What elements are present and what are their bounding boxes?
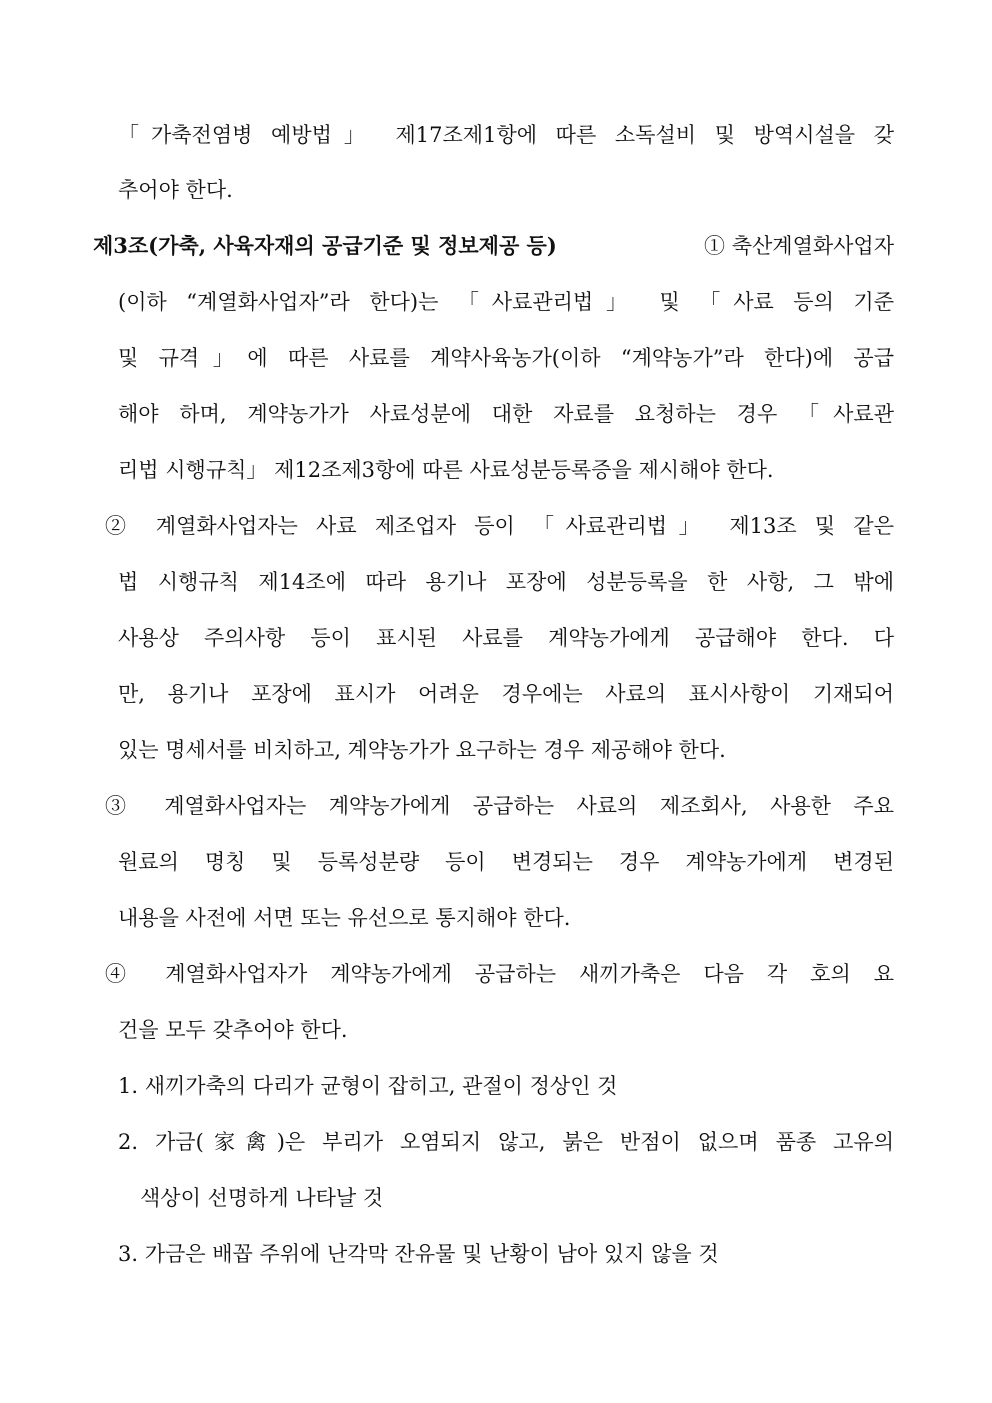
text-line: 원료의 명칭 및 등록성분량 등이 변경되는 경우 계약농가에게 변경된 (118, 850, 894, 874)
item-1-line: 1. 새끼가축의 다리가 균형이 잡히고, 관절이 정상인 것 (118, 1074, 618, 1098)
text-line: 색상이 선명하게 나타날 것 (140, 1186, 384, 1210)
text-line: 리법 시행규칙」 제12조제3항에 따른 사료성분등록증을 제시해야 한다. (118, 458, 774, 482)
text-line: 사용상 주의사항 등이 표시된 사료를 계약농가에게 공급해야 한다. 다 (118, 626, 894, 650)
item-3-line: 3. 가금은 배꼽 주위에 난각막 잔유물 및 난황이 남아 있지 않을 것 (118, 1242, 719, 1266)
text-line: 내용을 사전에 서면 또는 유선으로 통지해야 한다. (118, 906, 571, 930)
text-line: 및 규격」에 따른 사료를 계약사육농가(이하 “계약농가”라 한다)에 공급 (118, 346, 894, 370)
article-heading: 제3조(가축, 사육자재의 공급기준 및 정보제공 등) (93, 233, 557, 258)
article-3-first-line (93, 231, 894, 261)
paragraph-3-line: ③ 계열화사업자는 계약농가에게 공급하는 사료의 제조회사, 사용한 주요 (105, 794, 894, 818)
item-2-line: 2. 가금(家禽)은 부리가 오염되지 않고, 붉은 반점이 없으며 품종 고유의 (118, 1130, 894, 1154)
text-line: 추어야 한다. (118, 178, 233, 202)
text-line: 「가축전염병 예방법」 제17조제1항에 따른 소독설비 및 방역시설을 갖 (118, 123, 894, 147)
paragraph-2-line: ② 계열화사업자는 사료 제조업자 등이 「사료관리법」 제13조 및 같은 (105, 514, 894, 538)
text-line: ① 축산계열화사업자 (704, 234, 894, 258)
text-line: 법 시행규칙 제14조에 따라 용기나 포장에 성분등록을 한 사항, 그 밖에 (118, 570, 894, 594)
text-line: 만, 용기나 포장에 표시가 어려운 경우에는 사료의 표시사항이 기재되어 (118, 682, 894, 706)
text-line: 있는 명세서를 비치하고, 계약농가가 요구하는 경우 제공해야 한다. (118, 738, 726, 762)
text-line: 해야 하며, 계약농가가 사료성분에 대한 자료를 요청하는 경우 「사료관 (118, 402, 894, 426)
paragraph-4-line: ④ 계열화사업자가 계약농가에게 공급하는 새끼가축은 다음 각 호의 요 (105, 962, 894, 986)
text-line: 건을 모두 갖추어야 한다. (118, 1018, 348, 1042)
text-line: (이하 “계열화사업자”라 한다)는 「사료관리법」 및 「사료 등의 기준 (118, 290, 894, 314)
